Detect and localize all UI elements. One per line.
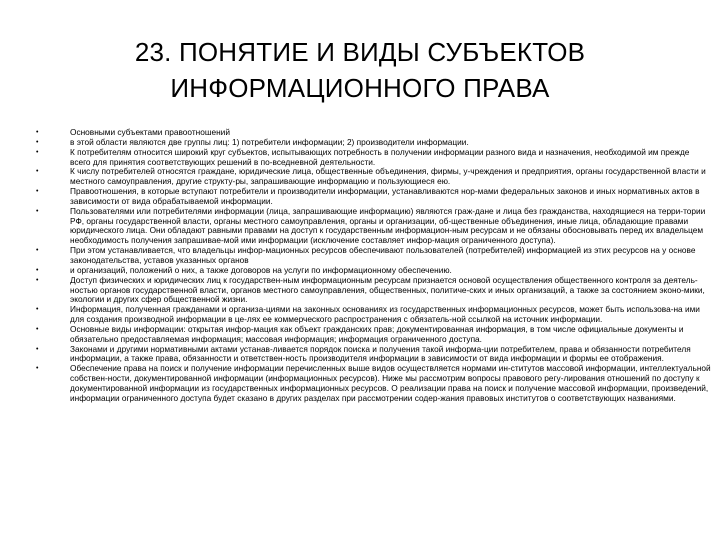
list-item: [36, 364, 712, 403]
list-item: [36, 345, 712, 365]
slide-title-line-2: ИНФОРМАЦИОННОГО ПРАВА: [170, 73, 550, 103]
bullet-marker: •: [36, 129, 39, 136]
slide-title: [0, 34, 720, 106]
list-item-text: Законами и другими нормативными актами устанав-ливается порядок поиска и получения такой информа-ции потребителем, права и обязанности потребителя информации, а также права, обязанности и ответствен-ность производителя информации в зависимости от вида информации и формы ее отображения.: [70, 343, 691, 364]
list-item: [36, 187, 712, 207]
list-item-text: К потребителям относится широкий круг субъектов, испытывающих потребность в получении информации разного вида и назначения, необходимой им прежде всего для принятия соответствующих решений в по-вседневной деятельности.: [70, 146, 690, 167]
list-item-text: в этой области являются две группы лиц: 1) потребители информации; 2) производители информации.: [70, 136, 469, 147]
list-item-text: К числу потребителей относятся граждане, юридические лица, общественные объединения, фирмы, у-чреждения и предприятия, органы государственной власти и местного самоуправления, другие структу-ры, запрашивающие информацию и пользующиеся ею.: [70, 166, 706, 187]
bullet-list: [36, 128, 712, 404]
list-item-text: Обеспечение права на поиск и получение информации перечисленных выше видов осуществляется нормами ин-ститутов массовой информации, интеллектуальной собствен-ности, документированной информации (информационных ресурсов). Ниже мы рассмотрим вопросы правового регу-лирования отношений по доступу к документированной информации из государственных информационных ресурсов. О реализации права на поиск и получение массовой информации, произведений, информации ограниченного доступа будет сказано в других разделах при рассмотрении содер-жания правовых институтов о соответствующих названиями.: [70, 363, 711, 403]
list-item-text: Пользователями или потребителями информации (лица, запрашивающие информацию) являются граж-дане и лица без гражданства, находящиеся на терри-тории РФ, органы государственной власти, органы местного самоуправления, органы и организации, об-щественные объединения, иные лица, обладающие правами юридического лица. Они обладают равными правами на доступ к государственным информацион-ным ресурсам и не обязаны обосновывать перед их владельцем необходимость получения запрашивае-мой ими информации (исключение составляет инфор-мация ограниченного доступа).: [70, 205, 706, 246]
list-item-text: При этом устанавливается, что владельцы инфор-мационных ресурсов обеспечивают пользователей (потребителей) информацией из этих ресурсов на у основе законодательства, уставов указанных органов: [70, 245, 696, 265]
list-item-text: Основные виды информации: открытая инфор-мация как объект гражданских прав; документированная информация, в том числе официальные документы и обязательно предоставляемая информация; массовая информация; информация ограниченного доступа.: [70, 323, 684, 344]
list-item: [36, 276, 712, 306]
list-item: [36, 207, 712, 246]
bullet-marker: •: [36, 168, 39, 176]
list-item: [36, 246, 712, 266]
bullet-marker: •: [36, 148, 39, 156]
bullet-marker: •: [36, 325, 39, 333]
slide-title-line-1: 23. ПОНЯТИЕ И ВИДЫ СУБЪЕКТОВ: [134, 37, 586, 67]
list-item-text: Основными субъектами правоотношений: [70, 127, 230, 137]
list-item-text: и организаций, положений о них, а также договоров на услуги по информационному обеспечению.: [70, 264, 452, 275]
bullet-marker: •: [36, 276, 39, 284]
bullet-marker: •: [36, 345, 39, 353]
list-item: [36, 325, 712, 345]
bullet-marker: •: [36, 365, 39, 373]
list-item-text: Доступ физических и юридических лиц к государствен-ным информационным ресурсам признается основой осуществления общественного контроля за деятель-ностью органов государственной власти, органов местного самоуправления, общественных, политиче-ских и иных организаций, а также за состоянием эконо-мики, экологии и других сфер общественной жизни.: [70, 274, 705, 305]
bullet-marker: •: [36, 188, 39, 196]
list-item: [36, 167, 712, 187]
bullet-marker: •: [36, 138, 39, 146]
bullet-marker: •: [36, 207, 39, 215]
bullet-marker: •: [36, 247, 39, 255]
bullet-marker: •: [36, 306, 39, 314]
list-item: [36, 305, 712, 325]
list-item-text: Правоотношения, в которые вступают потребители и производители информации, устанавливаются нор-мами федеральных законов и иных нормативных актов в зависимости от вида обрабатываемой информации.: [70, 186, 700, 206]
list-item-text: Информация, полученная гражданами и организа-циями на законных основаниях из государственных информационных ресурсов, может быть использова-на ими для создания производной информации в це-лях ее коммерческого распространения с обязатель-ной ссылкой на источник информации.: [70, 304, 700, 325]
list-item: [36, 148, 712, 168]
bullet-marker: •: [36, 266, 39, 274]
